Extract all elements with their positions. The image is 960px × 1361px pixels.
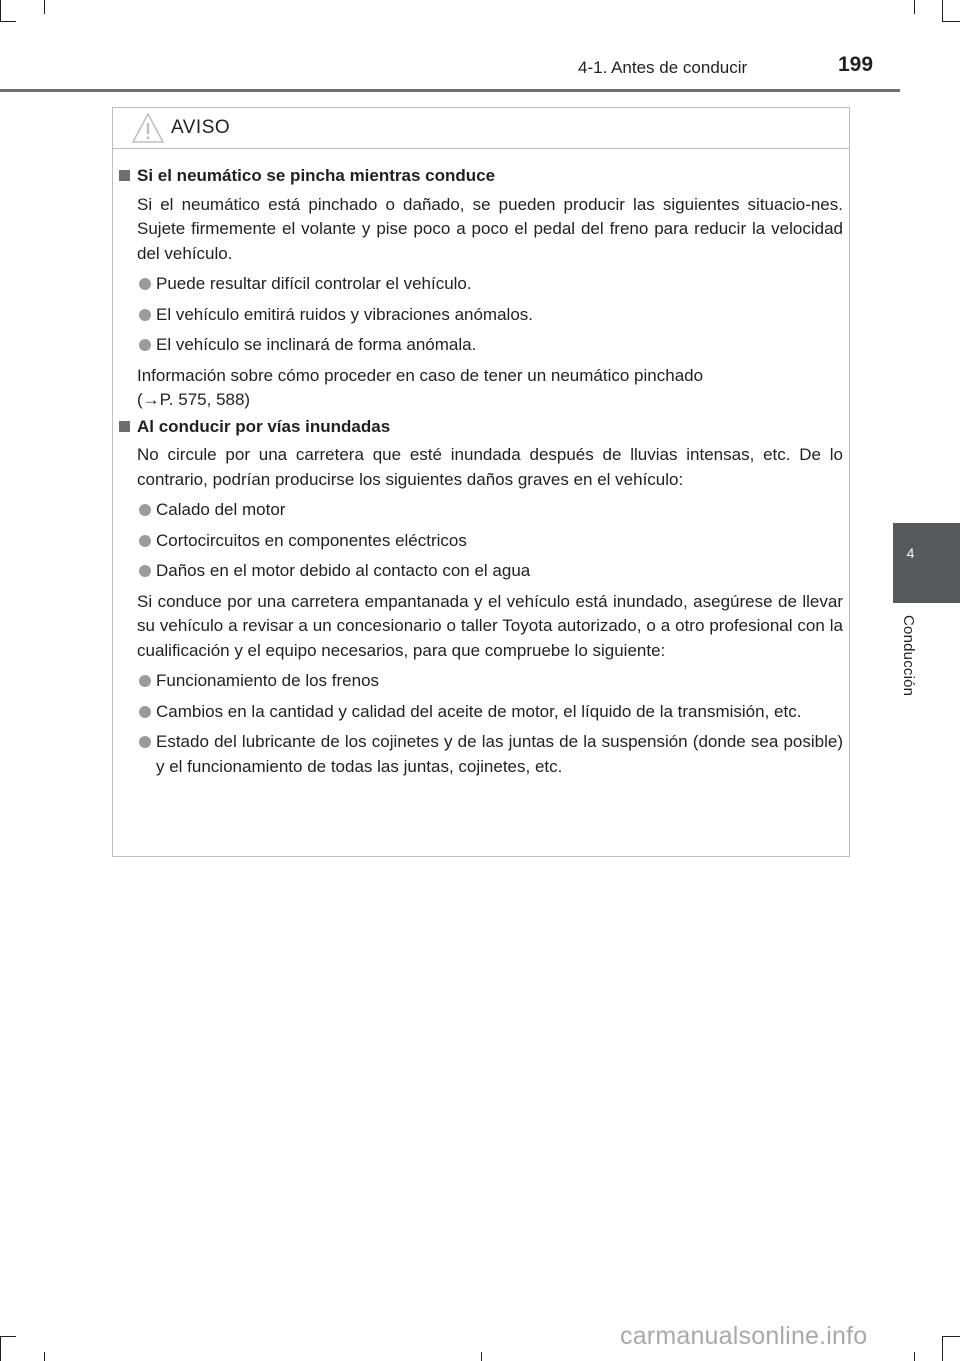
paragraph-line: Información sobre cómo proceder en caso de tener un neumático pinchado: [137, 365, 704, 385]
square-bullet-icon: [119, 170, 130, 181]
list-item: [119, 303, 843, 328]
list-item-text: Puede resultar difícil controlar el vehículo.: [156, 274, 472, 293]
bullet-dot-icon: [139, 706, 151, 718]
list-item: [119, 333, 843, 358]
list-item-text: Estado del lubricante de los cojinetes y de las juntas de la suspensión (donde sea posible) y el funcionamiento de todas las juntas, cojinetes, etc.: [156, 732, 843, 776]
list-item-text: El vehículo se inclinará de forma anómala.: [156, 335, 477, 354]
crop-mark: [942, 21, 960, 22]
crop-mark: [44, 0, 45, 14]
section-heading-text: Si el neumático se pincha mientras conduce: [137, 166, 496, 185]
section-heading: [119, 415, 843, 440]
header-rule: [0, 89, 900, 92]
crop-mark: [914, 0, 915, 14]
crop-mark: [914, 1352, 915, 1361]
list-item: [119, 669, 843, 694]
warning-header: [113, 108, 849, 149]
bullet-dot-icon: [139, 565, 151, 577]
list-item: [119, 730, 843, 779]
crop-mark: [0, 1336, 16, 1337]
crop-mark: [0, 0, 1, 22]
crop-mark: [942, 1336, 960, 1337]
bullet-dot-icon: [139, 504, 151, 516]
crop-mark: [0, 1336, 1, 1361]
warning-content: [119, 164, 843, 785]
chapter-number: 4: [906, 545, 915, 561]
bullet-dot-icon: [139, 736, 151, 748]
crop-mark: [942, 0, 943, 22]
list-item-text: Daños en el motor debido al contacto con el agua: [156, 561, 531, 580]
paragraph: [119, 364, 843, 413]
list-item: [119, 529, 843, 554]
list-item-text: El vehículo emitirá ruidos y vibraciones anómalos.: [156, 304, 534, 324]
bullet-dot-icon: [139, 309, 151, 321]
crop-mark: [481, 1352, 482, 1361]
bullet-dot-icon: [139, 278, 151, 290]
list-item: [119, 559, 843, 584]
crop-mark: [942, 1336, 943, 1361]
chapter-tab: [893, 523, 960, 603]
warning-triangle-icon: [131, 112, 165, 144]
paragraph: Si el neumático está pinchado o dañado, se pueden producir las siguientes situacio-nes. Sujete firmemente el volante y pise poco a poco el pedal del freno para reducir la velocidad del vehículo.: [137, 194, 843, 263]
chapter-label: [900, 615, 922, 711]
section-heading-text: Al conducir por vías inundadas: [137, 416, 391, 436]
watermark: carmanualsonline.info: [620, 1322, 868, 1350]
bullet-dot-icon: [139, 675, 151, 687]
list-item-text: Funcionamiento de los frenos: [156, 671, 380, 690]
section-title: 4-1. Antes de conducir: [578, 58, 748, 77]
warning-title: AVISO: [171, 117, 231, 138]
chapter-label-text: Conducción: [900, 615, 917, 697]
crop-mark: [0, 21, 16, 22]
paragraph: Si conduce por una carretera empantanada y el vehículo está inundado, asegúrese de llevar su vehículo a revisar a un concesionario o taller Toyota autorizado, o a otro profesional con la cualificación y el equipo necesarios, para que compruebe lo siguiente:: [137, 591, 843, 660]
bullet-dot-icon: [139, 339, 151, 351]
list-item-text: Calado del motor: [156, 500, 286, 519]
crop-mark: [44, 1352, 45, 1361]
list-item: [119, 700, 843, 725]
list-item: [119, 498, 843, 523]
bullet-dot-icon: [139, 535, 151, 547]
page-number: 199: [838, 53, 874, 76]
list-item-text: Cortocircuitos en componentes eléctricos: [156, 530, 467, 550]
paragraph: No circule por una carretera que esté inundada después de lluvias intensas, etc. De lo contrario, podrían producirse los siguientes daños graves en el vehículo:: [137, 445, 843, 489]
square-bullet-icon: [119, 421, 130, 432]
section-heading: [119, 164, 843, 189]
list-item-text: Cambios en la cantidad y calidad del aceite de motor, el líquido de la transmisión, etc.: [156, 701, 802, 721]
page-reference: (→P. 575, 588): [137, 390, 251, 409]
list-item: [119, 272, 843, 297]
